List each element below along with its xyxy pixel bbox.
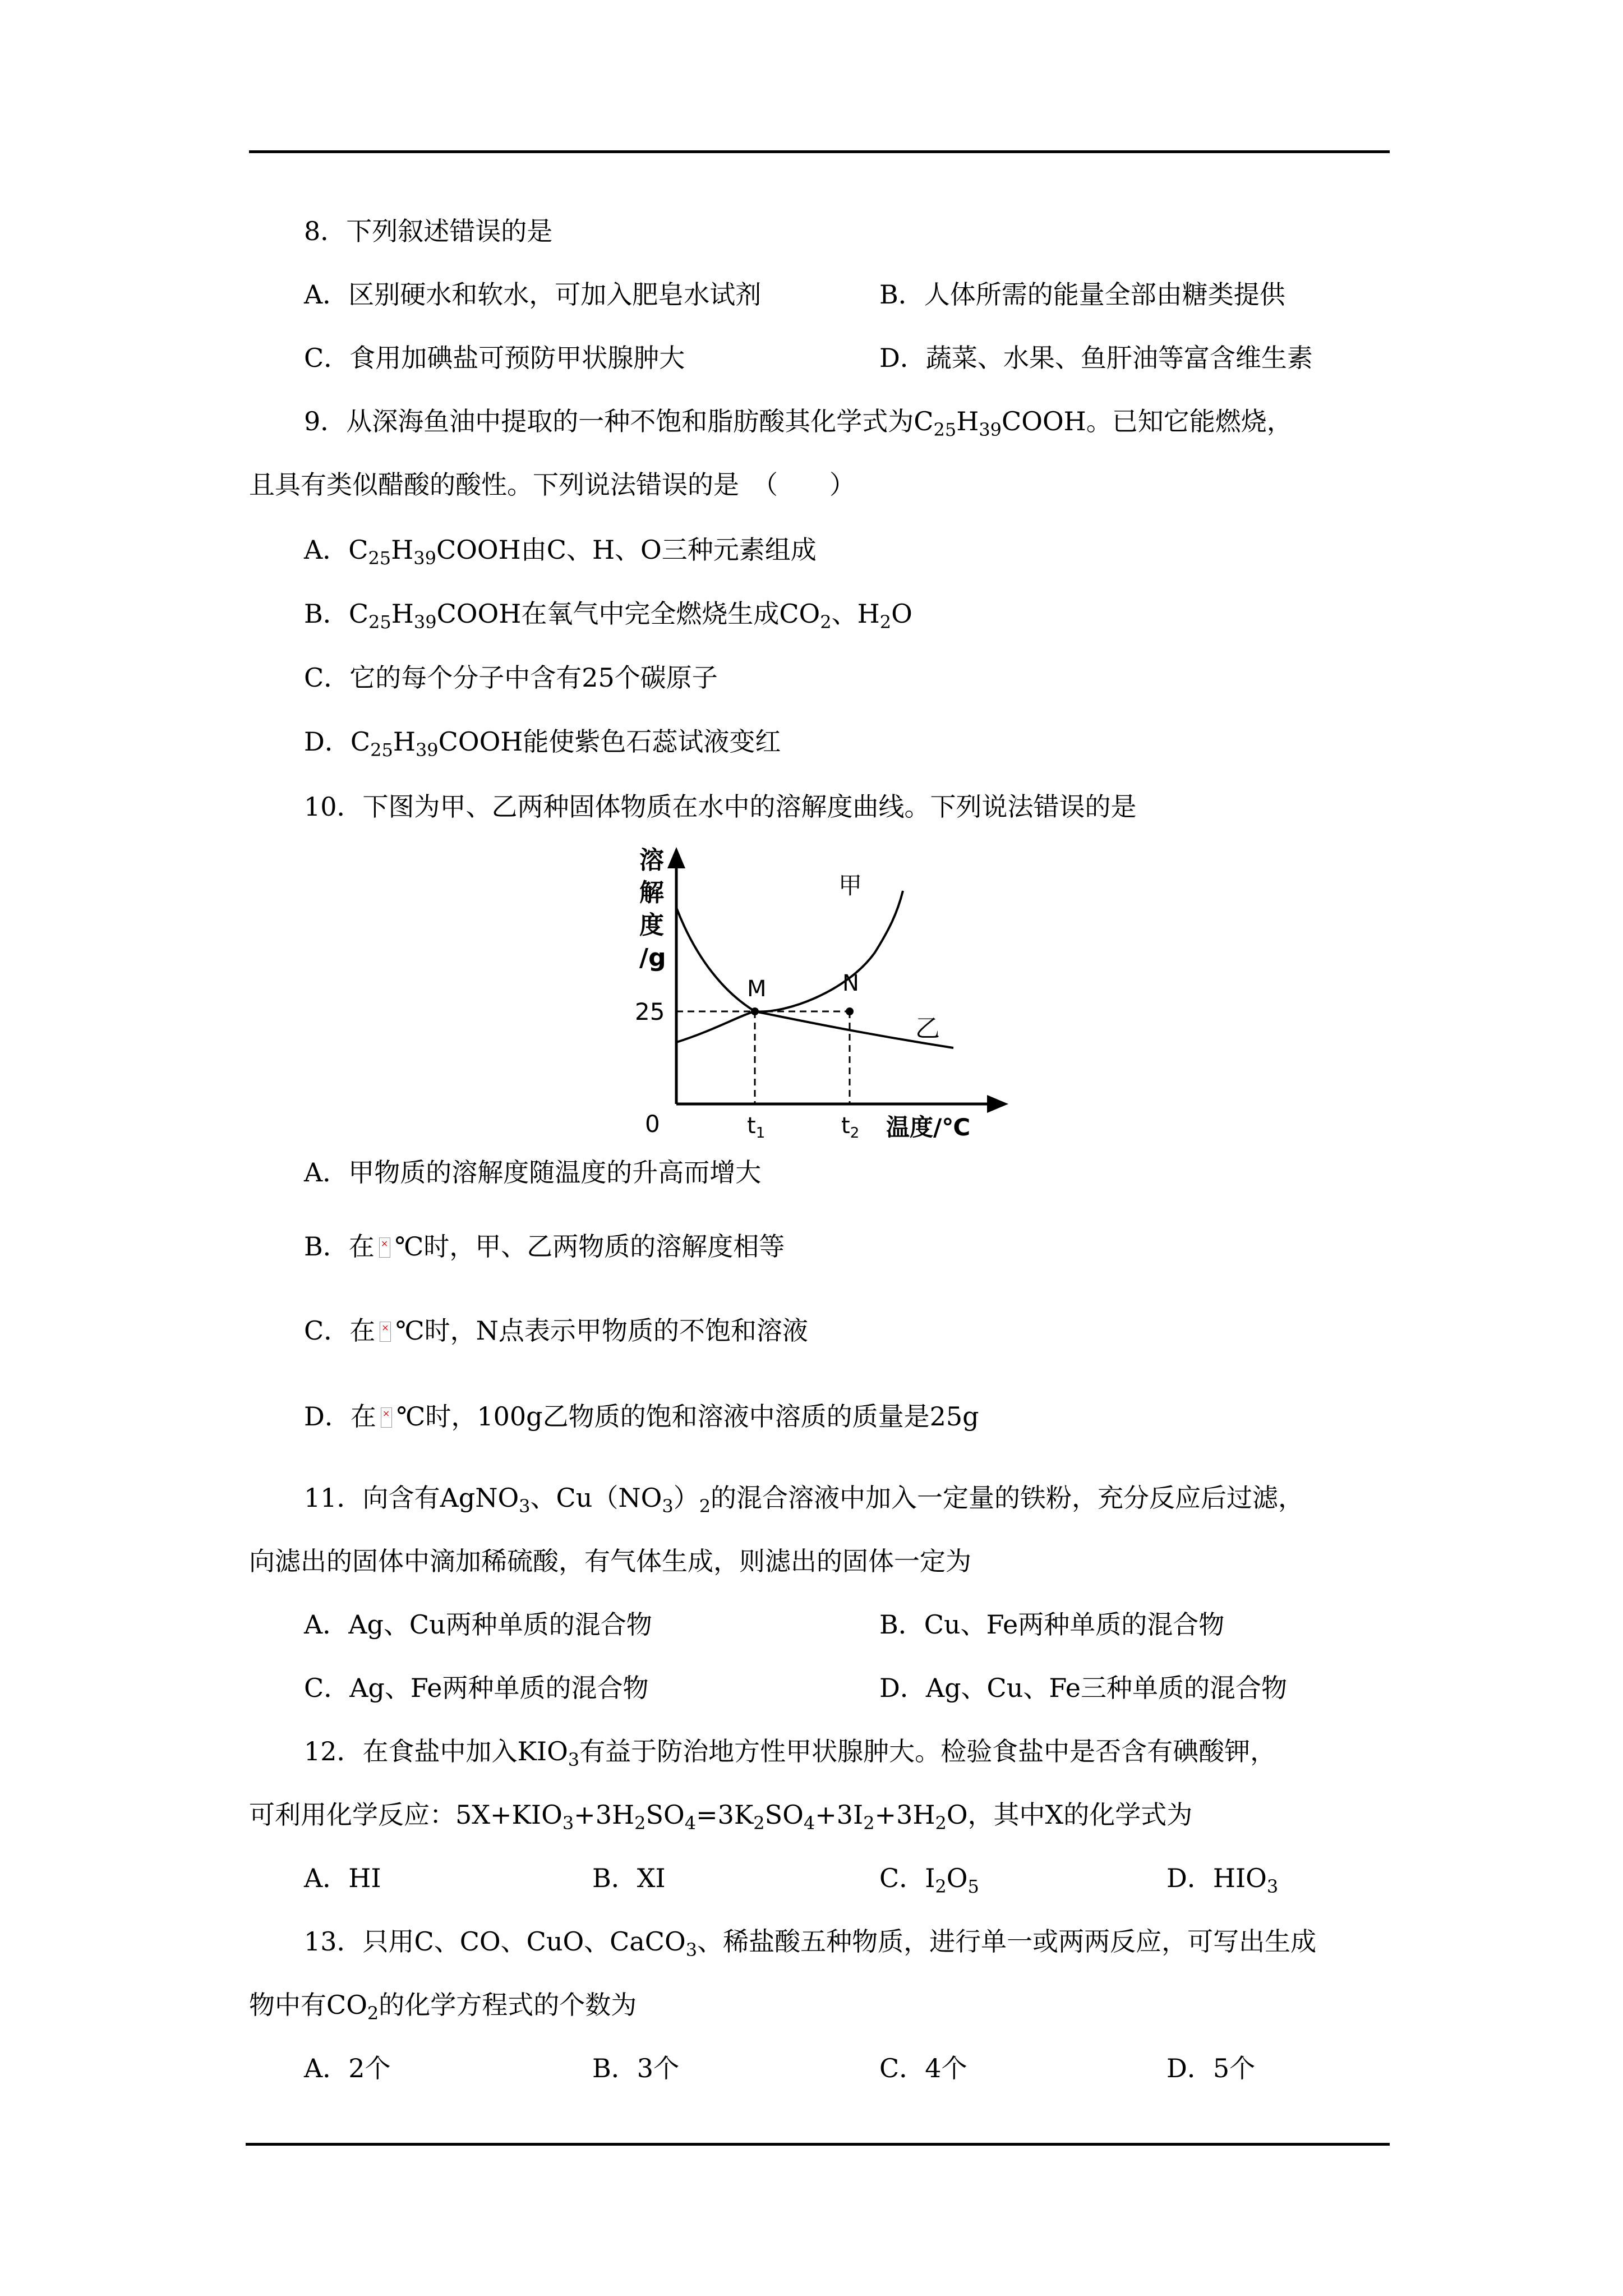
y-label-1: 溶 (639, 846, 664, 875)
curve-jia-label: 甲 (838, 872, 863, 899)
q13-option-b: B．3个 (592, 2053, 680, 2083)
q11-option-d: D．Ag、Cu、Fe三种单质的混合物 (879, 1673, 1287, 1703)
origin-label: 0 (645, 1110, 660, 1138)
point-m-label: M (747, 976, 767, 1002)
q11-option-c: C．Ag、Fe两种单质的混合物 (304, 1673, 649, 1703)
q12-stem: 12．在食盐中加入$KIO_3$有益于防治地方性甲状腺肿大。检验食盐中是否含有碘酸钾， (304, 1736, 1276, 1770)
q12-option-c: C．$I_2O_5$ (879, 1863, 979, 1897)
y-label-4: /g (639, 944, 666, 972)
header-rule (249, 150, 1390, 153)
curve-jia (676, 891, 903, 1011)
q9-option-b: B．$C_{25}H_{39}COOH$在氧气中完全燃烧生成$CO_2$、$H_2O$ (304, 599, 912, 633)
y-axis-arrow-icon (667, 847, 685, 868)
q12-equation-line: 可利用化学反应：$5X+KIO_3+3H_2SO_4=3K_2SO_4+3I_2+3H_2O$，其中X的化学式为 (249, 1800, 1193, 1834)
q9-stem-line2: 且具有类似醋酸的酸性。下列说法错误的是 （ ） (249, 470, 855, 500)
q11-stem-line2: 向滤出的固体中滴加稀硫酸，有气体生成，则滤出的固体一定为 (249, 1546, 971, 1576)
q12-option-d: D．$HIO_3$ (1166, 1863, 1279, 1897)
q10-option-d: D．在× ℃时，100g乙物质的饱和溶液中溶质的质量是25g (304, 1400, 979, 1433)
q10-option-a: A．甲物质的溶解度随温度的升高而增大 (304, 1157, 762, 1188)
q10-stem: 10．下图为甲、乙两种固体物质在水中的溶解度曲线。下列说法错误的是 (304, 792, 1137, 822)
x-axis-arrow-icon (987, 1095, 1008, 1113)
broken-image-icon (380, 1322, 391, 1342)
q12-option-a: A．HI (304, 1863, 381, 1893)
q8-stem: 8．下列叙述错误的是 (304, 216, 553, 246)
curve-yi (676, 1011, 953, 1048)
q11-option-a: A．Ag、Cu两种单质的混合物 (304, 1609, 652, 1640)
point-n-label: N (842, 970, 859, 996)
q9-stem: 9．从深海鱼油中提取的一种不饱和脂肪酸其化学式为$C_{25}H_{39}COOH$。已知它能燃烧， (304, 406, 1293, 440)
x-axis-label: 温度/℃ (886, 1114, 971, 1140)
q10-option-b: B．在× ℃时，甲、乙两物质的溶解度相等 (304, 1230, 785, 1263)
y-label-3: 度 (639, 911, 664, 940)
point-n-marker (846, 1007, 854, 1015)
curve-yi-label: 乙 (915, 1014, 940, 1043)
t2-label: $t_2$ (841, 1113, 860, 1140)
q8-option-d: D．蔬菜、水果、鱼肝油等富含维生素 (879, 343, 1313, 373)
y-label-2: 解 (639, 878, 664, 907)
q9-option-d: D．$C_{25}H_{39}COOH$能使紫色石蕊试液变红 (304, 726, 781, 761)
solubility-curve-figure (583, 846, 1009, 1140)
q13-option-d: D．5个 (1166, 2053, 1256, 2083)
q11-stem: 11．向含有AgNO$_3$、$Cu(NO_3)_2$的混合溶液中加入一定量的铁粉，充分反应后过滤， (304, 1483, 1304, 1517)
q13-stem-line2: 物中有$CO_2$的化学方程式的个数为 (249, 1990, 637, 2024)
q13-stem: 13．只用C、CO、CuO、CaCO$_3$、稀盐酸五种物质，进行单一或两两反应，可写出生成 (304, 1926, 1317, 1961)
q8-option-c: C．食用加碘盐可预防甲状腺肿大 (304, 343, 685, 373)
q10-option-c: C．在× ℃时，N点表示甲物质的不饱和溶液 (304, 1314, 808, 1347)
q9-option-a: A．$C_{25}H_{39}COOH$由C、H、O三种元素组成 (304, 535, 817, 569)
footer-rule (246, 2143, 1390, 2146)
y-tick-25: 25 (635, 998, 665, 1025)
t1-label: $t_1$ (747, 1113, 766, 1140)
q11-option-b: B．Cu、Fe两种单质的混合物 (879, 1609, 1225, 1640)
q13-option-a: A．2个 (304, 2053, 391, 2083)
q12-option-b: B．XI (592, 1863, 666, 1893)
q8-option-a: A．区别硬水和软水，可加入肥皂水试剂 (304, 279, 762, 310)
q8-option-b: B．人体所需的能量全部由糖类提供 (879, 279, 1285, 310)
broken-image-icon (381, 1407, 392, 1428)
broken-image-icon (379, 1237, 390, 1258)
q13-option-c: C．4个 (879, 2053, 967, 2083)
q9-option-c: C．它的每个分子中含有25个碳原子 (304, 662, 718, 693)
point-m-marker (751, 1007, 759, 1015)
